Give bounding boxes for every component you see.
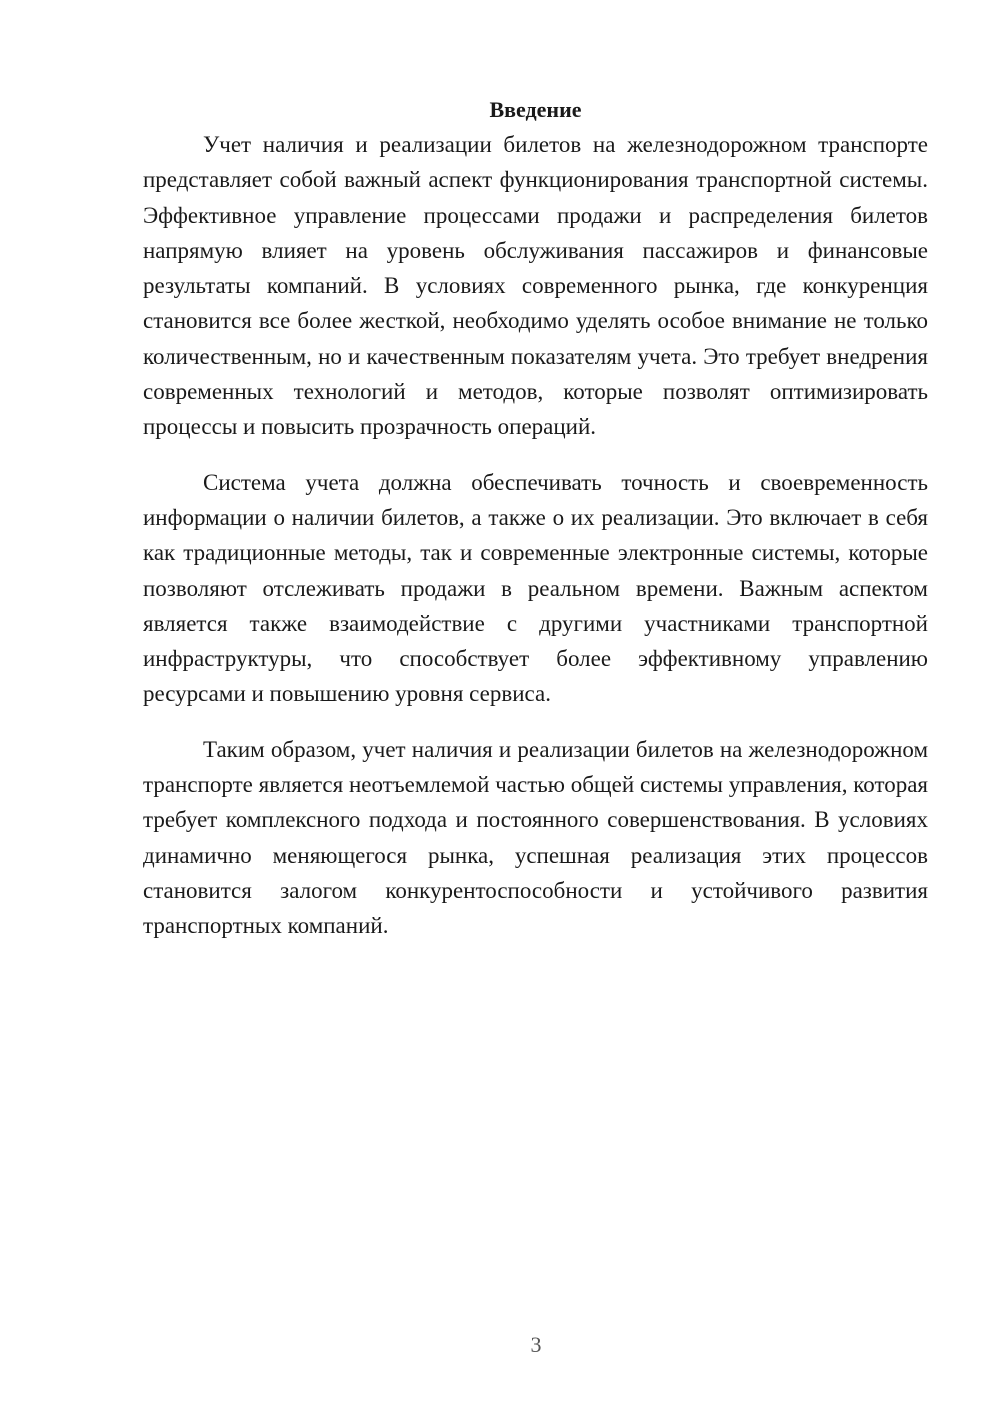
page-title: Введение (489, 97, 582, 122)
page-content (143, 92, 928, 944)
page-number: 3 (530, 1332, 542, 1357)
paragraph-3: Таким образом, учет наличия и реализации билетов на железнодорожном транспорте является неотъемлемой частью общей системы управления, которая требует комплексного подхода и постоянного совершенствования. В условиях динамично меняющегося рынка, успешная реализация этих процессов становится залогом конкурентоспособности и устойчивого развития транспортных компаний. (143, 736, 928, 939)
paragraph-2: Система учета должна обеспечивать точность и своевременность информации о наличии билетов, а также о их реализации. Это включает в себя как традиционные методы, так и современные электронные системы, которые позволяют отслеживать продажи в реальном времени. Важным аспектом является также взаимодействие с другими участниками транспортной инфраструктуры, что способствует более эффективному управлению ресурсами и повышению уровня сервиса. (143, 469, 928, 707)
paragraph-1: Учет наличия и реализации билетов на железнодорожном транспорте представляет собой важный аспект функционирования транспортной системы. Эффективное управление процессами продажи и распределения билетов напрямую влияет на уровень обслуживания пассажиров и финансовые результаты компаний. В условиях современного рынка, где конкуренция становится все более жесткой, необходимо уделять особое внимание не только количественным, но и качественным показателям учета. Это требует внедрения современных технологий и методов, которые позволят оптимизировать процессы и повысить прозрачность операций. (143, 132, 928, 440)
